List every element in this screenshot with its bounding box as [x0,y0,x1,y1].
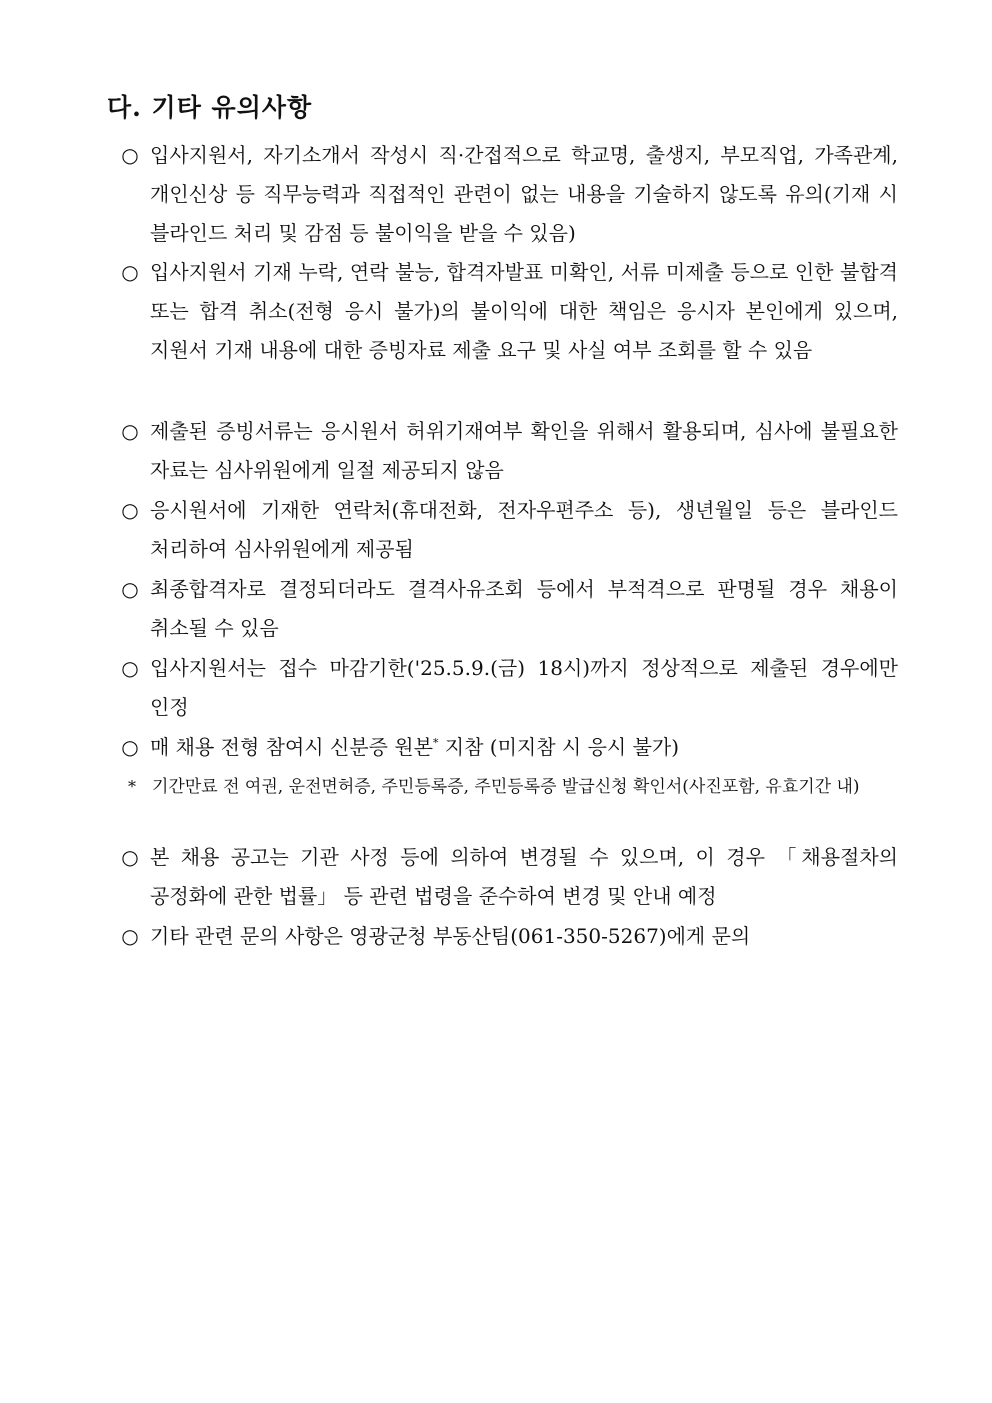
circle-bullet-icon: ○ [121,656,139,680]
list-item [118,136,898,253]
asterisk-mark: * [128,777,136,796]
list-item [118,412,898,490]
list-item [118,728,898,767]
item-text [150,728,898,767]
list-item [118,570,898,648]
circle-bullet-icon: ○ [121,924,139,948]
item-text: 본 채용 공고는 기관 사정 등에 의하여 변경될 수 있으며, 이 경우 「채용절차의 공정화에 관한 법률」 등 관련 법령을 준수하여 변경 및 안내 예정 [150,845,898,908]
item-text: 기타 관련 문의 사항은 영광군청 부동산팀(061-350-5267)에게 문의 [150,924,751,948]
circle-bullet-icon: ○ [121,498,139,522]
list-item [118,838,898,916]
item-text: 입사지원서 기재 누락, 연락 불능, 합격자발표 미확인, 서류 미제출 등으로 인한 불합격 또는 합격 취소(전형 응시 불가)의 불이익에 대한 책임은 응시자 본인에게 있으며, 지원서 기재 내용에 대한 증빙자료 제출 요구 및 사실 여부 조회를 할 수 있음 [150,260,898,362]
footnote [128,770,898,804]
footnote-text: 기간만료 전 여권, 운전면허증, 주민등록증, 주민등록증 발급신청 확인서(사진포함, 유효기간 내) [152,777,860,797]
circle-bullet-icon: ○ [121,577,139,601]
item-text: 응시원서에 기재한 연락처(휴대전화, 전자우편주소 등), 생년월일 등은 블라인드 처리하여 심사위원에게 제공됨 [150,498,898,561]
circle-bullet-icon: ○ [121,735,139,759]
list-item [118,917,898,956]
list-item [118,253,898,370]
item-text-main: 매 채용 전형 참여시 신분증 원본 [150,735,433,759]
circle-bullet-icon: ○ [121,845,139,869]
item-text: 입사지원서는 접수 마감기한('25.5.9.(금) 18시)까지 정상적으로 제출된 경우에만 인정 [150,656,898,719]
circle-bullet-icon: ○ [121,260,139,284]
list-item [118,649,898,727]
section-title: 다. 기타 유의사항 [107,93,313,122]
item-text: 최종합격자로 결정되더라도 결격사유조회 등에서 부적격으로 판명될 경우 채용이 취소될 수 있음 [150,577,898,640]
item-text: 입사지원서, 자기소개서 작성시 직·간접적으로 학교명, 출생지, 부모직업, 가족관계, 개인신상 등 직무능력과 직접적인 관련이 없는 내용을 기술하지 않도록 유의(기재 시 블라인드 처리 및 감점 등 불이익을 받을 수 있음) [150,143,898,245]
item-text: 제출된 증빙서류는 응시원서 허위기재여부 확인을 위해서 활용되며, 심사에 불필요한 자료는 심사위원에게 일절 제공되지 않음 [150,419,898,482]
circle-bullet-icon: ○ [121,143,139,167]
list-item [118,491,898,569]
circle-bullet-icon: ○ [121,419,139,443]
footnote-marker: * [432,736,439,750]
item-text-rest: 지참 (미지참 시 응시 불가) [438,735,680,759]
